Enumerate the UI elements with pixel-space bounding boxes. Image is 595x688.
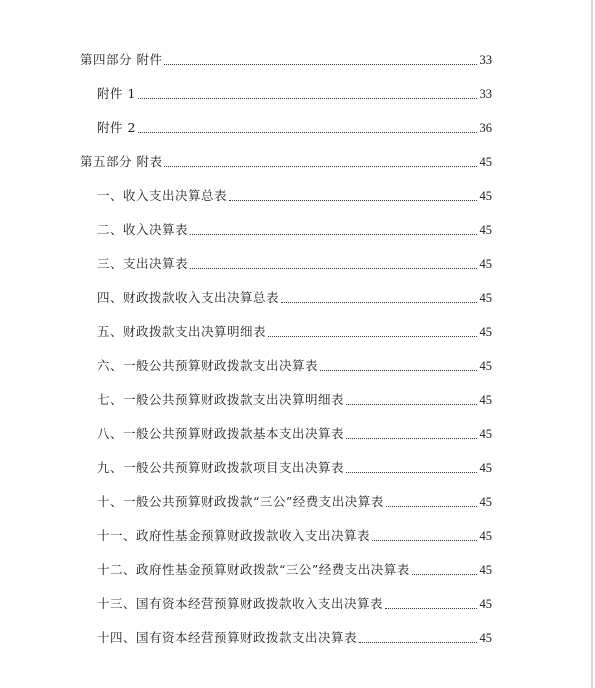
toc-entry-page-number: 36 (479, 121, 492, 135)
toc-entry-page-number: 45 (479, 393, 492, 407)
toc-entry-page-number: 45 (479, 495, 492, 509)
toc-entry[interactable] (0, 626, 595, 646)
toc-entry-title: 五、财政拨款支出决算明细表 (97, 324, 267, 339)
toc-entry[interactable] (0, 320, 595, 340)
toc-entry[interactable] (0, 592, 595, 612)
toc-entry-title: 第五部分 附表 (80, 154, 163, 169)
toc-entry[interactable] (0, 48, 595, 68)
toc-entry-title: 十、一般公共预算财政拨款“三公”经费支出决算表 (97, 494, 384, 509)
toc-entry-title: 十四、国有资本经营预算财政拨款支出决算表 (97, 630, 358, 645)
toc-entry[interactable] (0, 388, 595, 408)
toc-entry-title: 第四部分 附件 (80, 52, 163, 67)
toc-leader-dots (190, 268, 476, 269)
toc-entry[interactable] (0, 252, 595, 272)
toc-leader-dots (412, 574, 477, 575)
toc-entry-title: 二、收入决算表 (97, 222, 189, 237)
toc-entry[interactable] (0, 184, 595, 204)
toc-entry-page-number: 45 (479, 257, 492, 271)
toc-entry-title: 三、支出决算表 (97, 256, 189, 271)
toc-leader-dots (190, 234, 476, 235)
toc-leader-dots (229, 200, 476, 201)
toc-leader-dots (359, 642, 476, 643)
toc-entry-title: 十二、政府性基金预算财政拨款“三公”经费支出决算表 (97, 562, 410, 577)
toc-leader-dots (346, 404, 476, 405)
toc-entry[interactable] (0, 558, 595, 578)
toc-leader-dots (138, 132, 477, 133)
toc-entry-page-number: 45 (479, 155, 492, 169)
toc-entry[interactable] (0, 456, 595, 476)
toc-entry-page-number: 45 (479, 427, 492, 441)
toc-leader-dots (386, 506, 477, 507)
toc-leader-dots (164, 166, 476, 167)
toc-entry-title: 八、一般公共预算财政拨款基本支出决算表 (97, 426, 345, 441)
toc-entry-title: 四、财政拨款收入支出决算总表 (97, 290, 280, 305)
toc-entry-title: 一、收入支出决算总表 (97, 188, 228, 203)
toc-leader-dots (346, 472, 476, 473)
toc-entry-page-number: 45 (479, 291, 492, 305)
toc-entry-page-number: 45 (479, 223, 492, 237)
page-edge-divider (591, 0, 593, 688)
toc-leader-dots (385, 608, 476, 609)
toc-entry-title: 十三、国有资本经营预算财政拨款收入支出决算表 (97, 596, 384, 611)
toc-entry[interactable] (0, 82, 595, 102)
toc-entry-page-number: 45 (479, 189, 492, 203)
toc-entry-title: 九、一般公共预算财政拨款项目支出决算表 (97, 460, 345, 475)
toc-entry-title: 六、一般公共预算财政拨款支出决算表 (97, 358, 319, 373)
toc-leader-dots (138, 98, 477, 99)
toc-entry-page-number: 45 (479, 529, 492, 543)
toc-leader-dots (164, 64, 476, 65)
toc-entry-page-number: 45 (479, 563, 492, 577)
toc-entry[interactable] (0, 116, 595, 136)
toc-leader-dots (320, 370, 476, 371)
toc-entry[interactable] (0, 218, 595, 238)
toc-entry-page-number: 45 (479, 631, 492, 645)
toc-entry[interactable] (0, 490, 595, 510)
toc-entry-title: 七、一般公共预算财政拨款支出决算明细表 (97, 392, 345, 407)
toc-entry-page-number: 33 (479, 53, 492, 67)
toc-entry-page-number: 45 (479, 461, 492, 475)
toc-entry[interactable] (0, 354, 595, 374)
toc-entry-page-number: 45 (479, 325, 492, 339)
toc-leader-dots (372, 540, 476, 541)
toc-entry-page-number: 33 (479, 87, 492, 101)
toc-entry[interactable] (0, 524, 595, 544)
toc-entry-title: 十一、政府性基金预算财政拨款收入支出决算表 (97, 528, 371, 543)
toc-entry[interactable] (0, 422, 595, 442)
toc-entry[interactable] (0, 286, 595, 306)
toc-leader-dots (281, 302, 476, 303)
toc-entry-title: 附件 2 (97, 120, 136, 135)
toc-entry-title: 附件 1 (97, 86, 136, 101)
toc-entry-page-number: 45 (479, 359, 492, 373)
toc-entry[interactable] (0, 150, 595, 170)
toc-leader-dots (268, 336, 476, 337)
toc-leader-dots (346, 438, 476, 439)
toc-entry-page-number: 45 (479, 597, 492, 611)
